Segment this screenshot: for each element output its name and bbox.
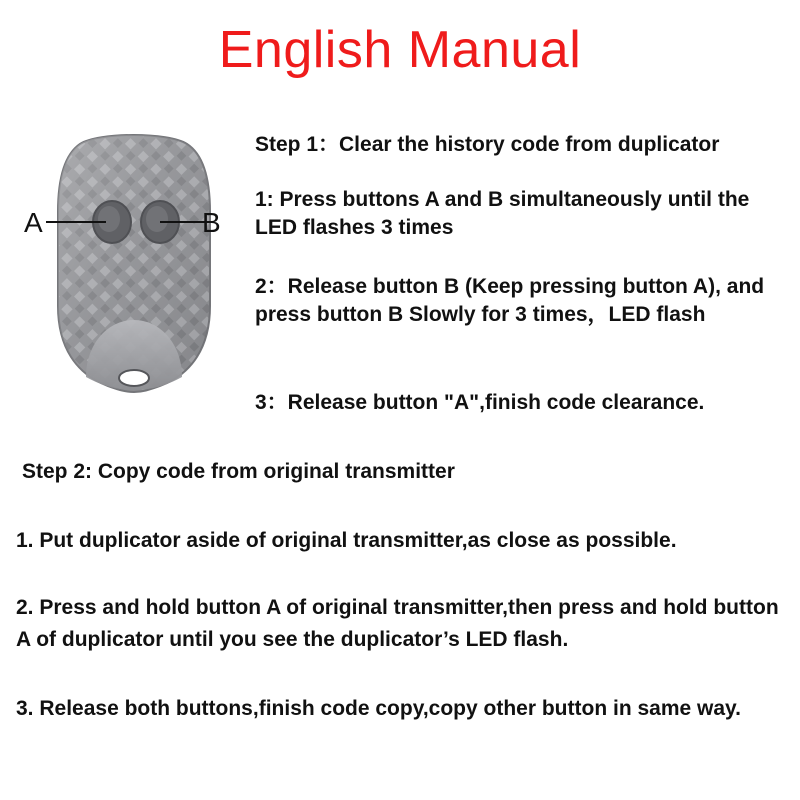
step2-item1: 1. Put duplicator aside of original transmitter,as close as possible. [16, 529, 677, 552]
step2-item2: 2. Press and hold button A of original transmitter,then press and hold button A of duplicator until you see the duplicator’s LED flash. [16, 596, 784, 651]
page-title: English Manual [218, 21, 582, 79]
step1-heading: Step 1：Clear the history code from duplicator [255, 133, 720, 156]
step2-heading: Step 2: Copy code from original transmitter [22, 460, 455, 483]
label-b: B [202, 207, 221, 238]
step1-item1: 1: Press buttons A and B simultaneously until the LED flashes 3 times [255, 188, 756, 239]
remote-figure [16, 124, 256, 404]
label-a: A [24, 207, 43, 238]
step1-item3: 3：Release button "A",finish code clearance. [255, 391, 705, 414]
step1-item2: 2：Release button B (Keep pressing button A), and press button B Slowly for 3 times，LED flash [255, 275, 770, 326]
remote-control-icon [16, 124, 256, 404]
remote-keyring-hole [119, 370, 149, 386]
step2-item3: 3. Release both buttons,finish code copy,copy other button in same way. [16, 697, 741, 720]
